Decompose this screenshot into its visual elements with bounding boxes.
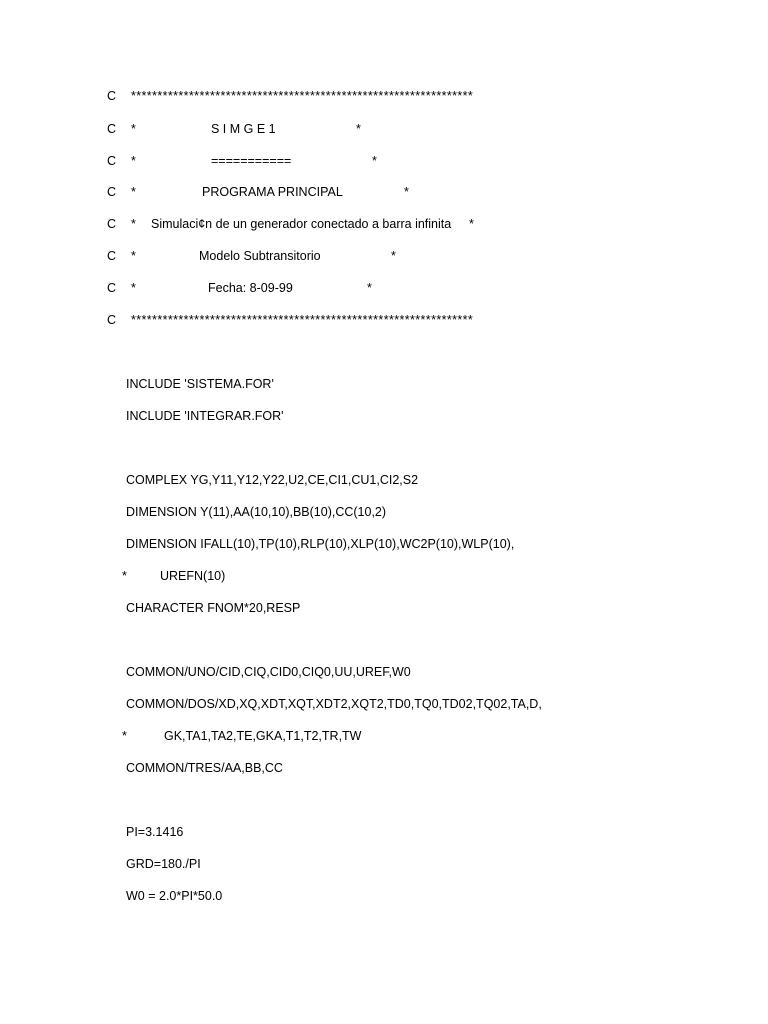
star-left: * [131,249,136,263]
star-left: * [131,185,136,199]
model-name: Modelo Subtransitorio [199,249,321,263]
comment-marker: C [107,217,117,231]
assignment-statement: PI=3.1416 [126,825,184,839]
star-left: * [131,217,136,231]
star-right: * [391,249,396,263]
star-border-top: ***************************************************************** [131,89,474,103]
star-left: * [131,281,136,295]
comment-marker: C [107,122,117,136]
star-left: * [131,154,136,168]
continuation-line: UREFN(10) [160,569,226,583]
date-line: Fecha: 8-09-99 [208,281,293,295]
continuation-line: GK,TA1,TA2,TE,GKA,T1,T2,TR,TW [164,729,362,743]
include-statement: INCLUDE 'SISTEMA.FOR' [126,377,274,391]
comment-marker: C [107,313,117,327]
common-block: COMMON/UNO/CID,CIQ,CID0,CIQ0,UU,UREF,W0 [126,665,411,679]
common-block: COMMON/DOS/XD,XQ,XDT,XQT,XDT2,XQT2,TD0,TQ0,TD02,TQ02,TA,D, [126,697,542,711]
star-right: * [469,217,474,231]
dimension-declaration: DIMENSION Y(11),AA(10,10),BB(10),CC(10,2) [126,505,387,519]
program-name: S I M G E 1 [211,122,276,136]
star-right: * [404,185,409,199]
dimension-declaration: DIMENSION IFALL(10),TP(10),RLP(10),XLP(10),WC2P(10),WLP(10), [126,537,515,551]
assignment-statement: W0 = 2.0*PI*50.0 [126,889,223,903]
continuation-marker: * [122,569,127,583]
common-block: COMMON/TRES/AA,BB,CC [126,761,283,775]
star-left: * [131,122,136,136]
complex-declaration: COMPLEX YG,Y11,Y12,Y22,U2,CE,CI1,CU1,CI2,S2 [126,473,419,487]
comment-marker: C [107,154,117,168]
program-subtitle: PROGRAMA PRINCIPAL [202,185,343,199]
include-statement: INCLUDE 'INTEGRAR.FOR' [126,409,284,423]
star-border-bottom: ***************************************************************** [131,313,474,327]
character-declaration: CHARACTER FNOM*20,RESP [126,601,301,615]
comment-marker: C [107,249,117,263]
star-right: * [356,122,361,136]
assignment-statement: GRD=180./PI [126,857,201,871]
star-right: * [372,154,377,168]
title-underline: =========== [211,154,292,168]
star-right: * [367,281,372,295]
comment-marker: C [107,89,117,103]
program-description: Simulaci¢n de un generador conectado a barra infinita [151,217,452,231]
comment-marker: C [107,281,117,295]
continuation-marker: * [122,729,127,743]
comment-marker: C [107,185,117,199]
